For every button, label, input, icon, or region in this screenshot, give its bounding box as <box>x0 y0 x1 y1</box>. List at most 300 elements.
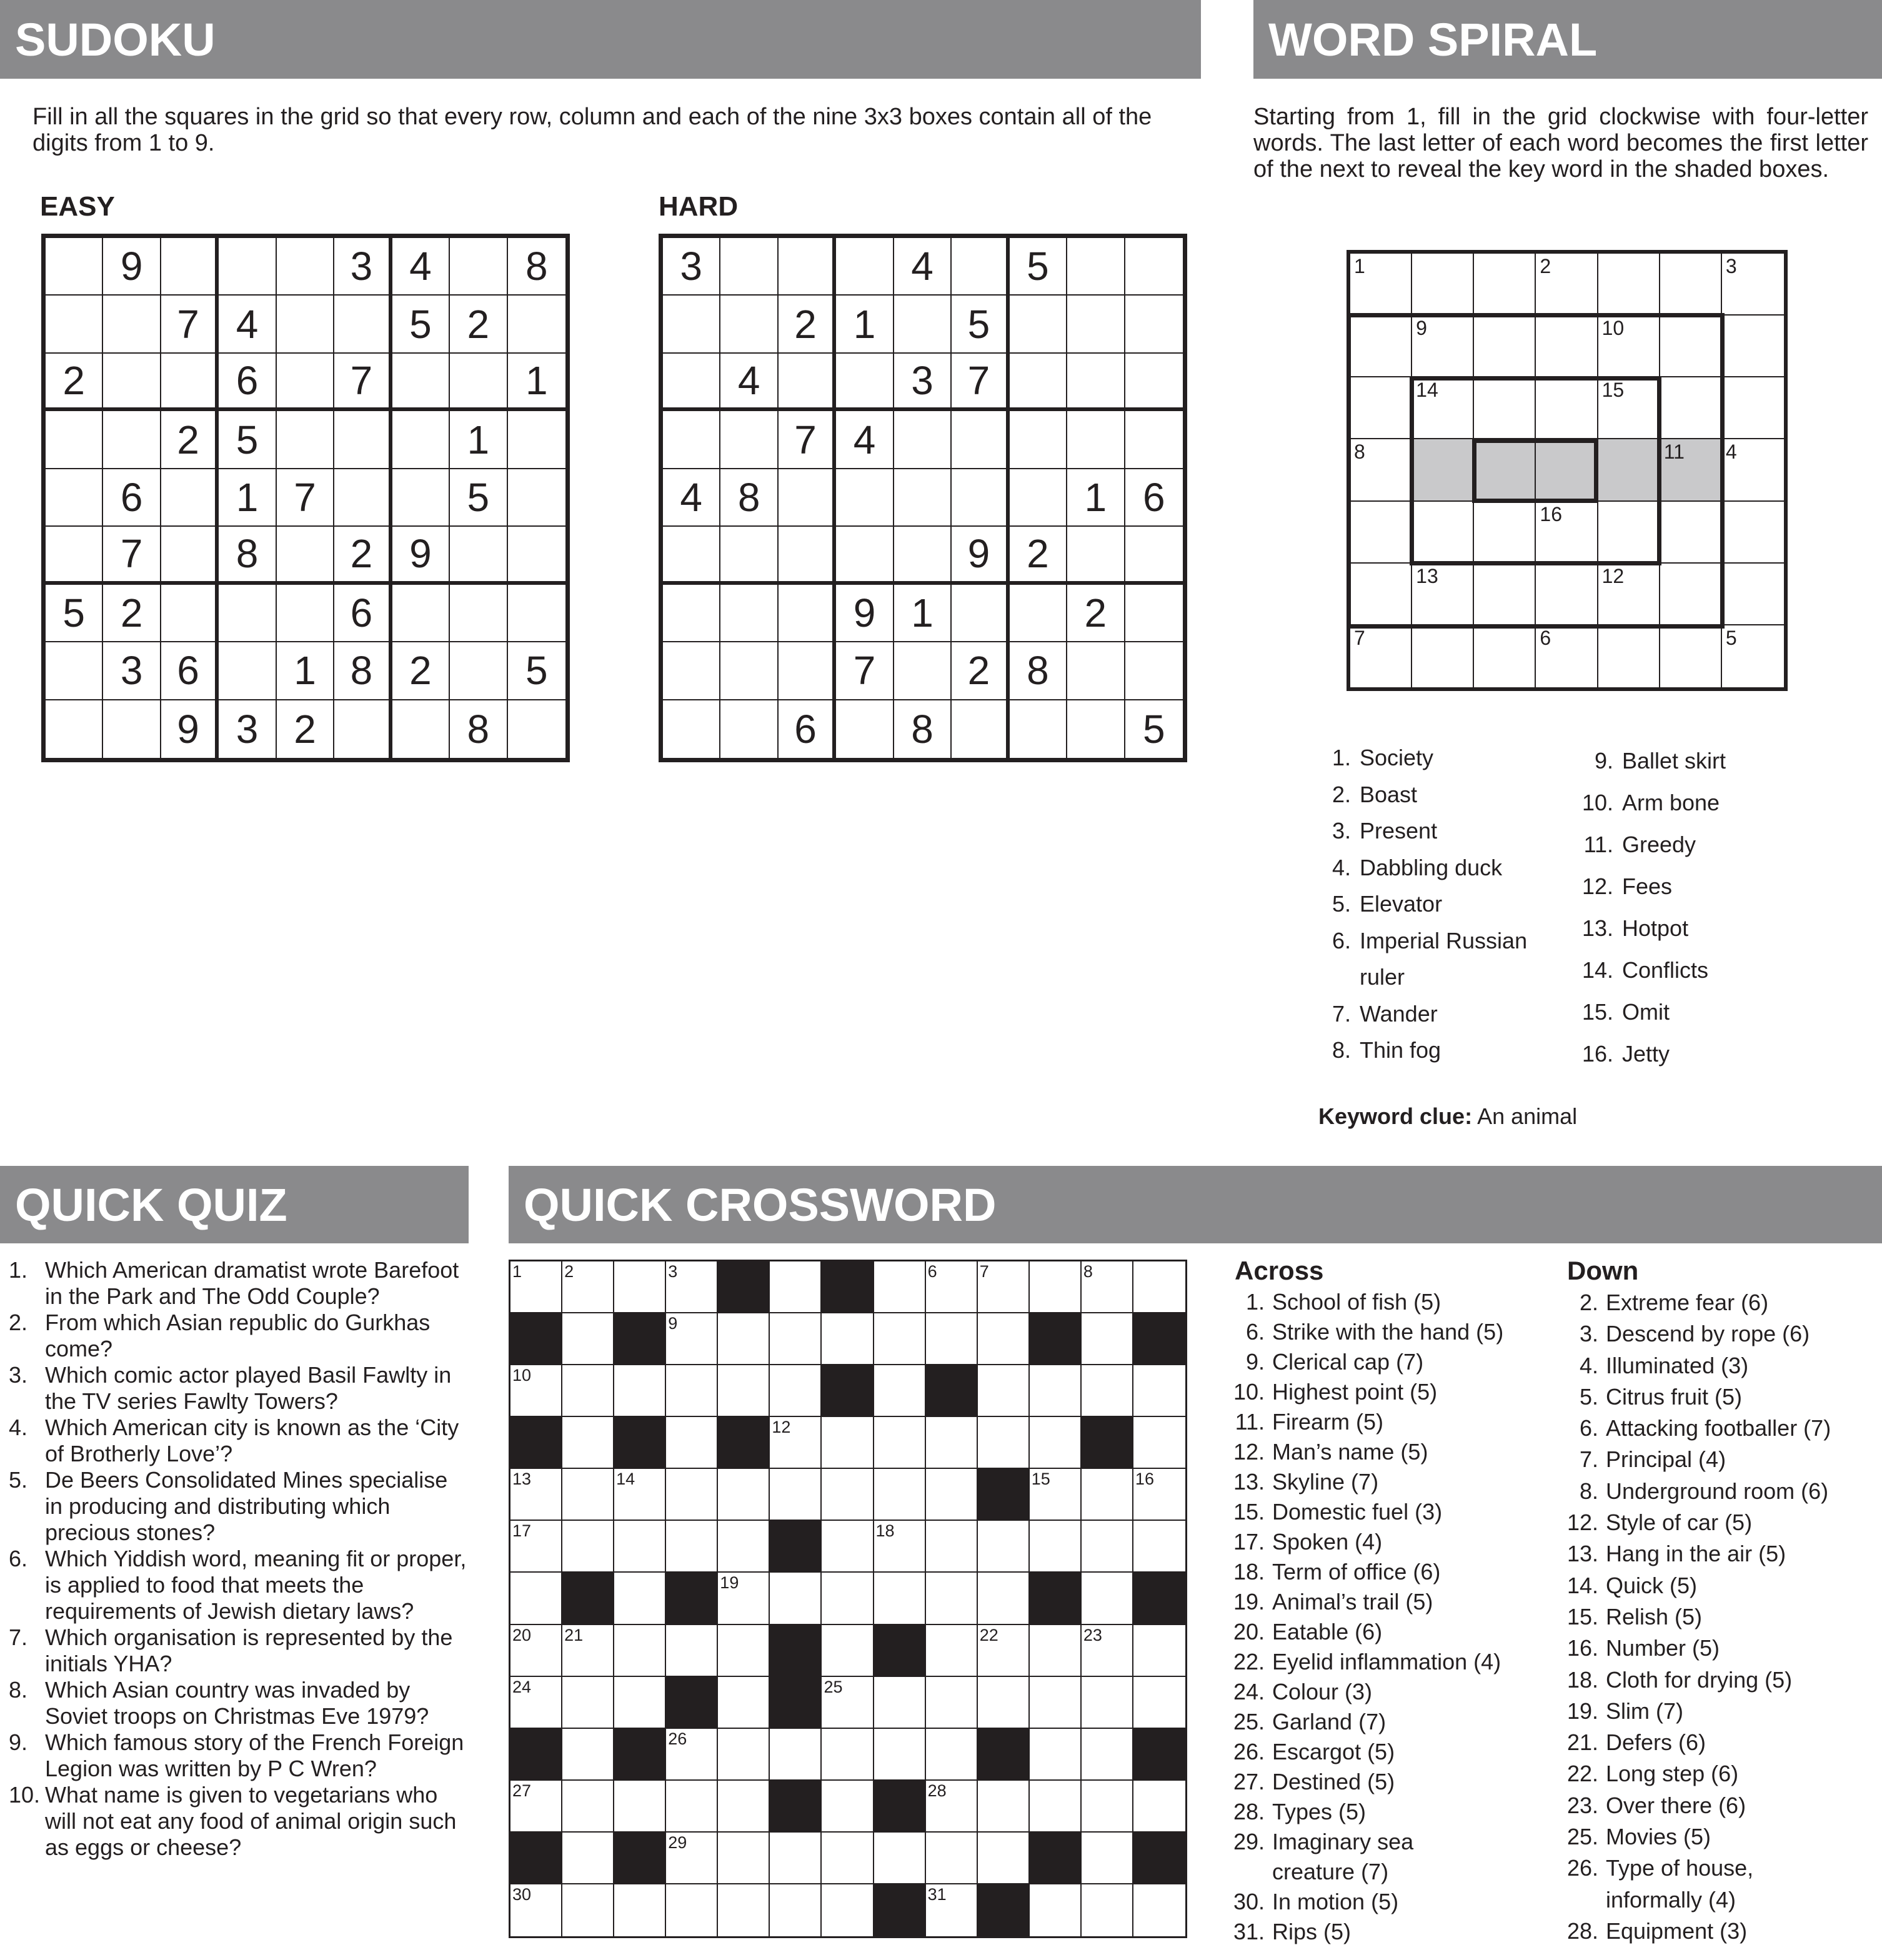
sudoku-cell[interactable]: 5 <box>219 411 276 469</box>
spiral-cell[interactable] <box>1536 502 1598 564</box>
sudoku-cell[interactable] <box>663 354 720 411</box>
spiral-cell[interactable] <box>1660 254 1722 316</box>
crossword-cell[interactable] <box>926 1573 978 1624</box>
crossword-cell[interactable] <box>1133 1261 1185 1313</box>
sudoku-cell[interactable]: 6 <box>219 354 276 411</box>
crossword-cell[interactable] <box>822 1677 874 1729</box>
sudoku-cell[interactable]: 2 <box>103 585 161 642</box>
spiral-cell[interactable] <box>1598 316 1660 377</box>
crossword-cell[interactable] <box>1133 1625 1185 1677</box>
crossword-cell[interactable] <box>822 1521 874 1573</box>
sudoku-cell[interactable]: 2 <box>1067 585 1125 642</box>
sudoku-cell[interactable]: 7 <box>836 642 894 700</box>
sudoku-cell[interactable]: 8 <box>219 527 276 584</box>
sudoku-cell[interactable] <box>779 354 836 411</box>
sudoku-cell[interactable] <box>103 411 161 469</box>
crossword-cell[interactable] <box>1133 1469 1185 1521</box>
sudoku-cell[interactable] <box>277 527 334 584</box>
sudoku-cell[interactable]: 8 <box>334 642 392 700</box>
crossword-cell[interactable] <box>978 1677 1030 1729</box>
spiral-cell[interactable] <box>1474 439 1536 501</box>
crossword-cell[interactable] <box>562 1884 614 1936</box>
sudoku-cell[interactable]: 5 <box>392 296 450 353</box>
crossword-cell[interactable] <box>666 1729 718 1781</box>
crossword-cell[interactable] <box>614 1521 666 1573</box>
sudoku-cell[interactable] <box>663 642 720 700</box>
crossword-cell[interactable] <box>822 1833 874 1884</box>
sudoku-cell[interactable] <box>894 527 952 584</box>
spiral-cell[interactable] <box>1474 316 1536 377</box>
crossword-cell[interactable] <box>666 1781 718 1833</box>
sudoku-cell[interactable] <box>508 411 565 469</box>
crossword-cell[interactable] <box>1082 1261 1133 1313</box>
crossword-cell[interactable] <box>1082 1521 1133 1573</box>
crossword-cell[interactable] <box>510 1677 562 1729</box>
sudoku-cell[interactable] <box>219 238 276 296</box>
sudoku-cell[interactable]: 3 <box>894 354 952 411</box>
crossword-cell[interactable] <box>718 1365 770 1417</box>
crossword-cell[interactable] <box>770 1729 822 1781</box>
spiral-cell[interactable] <box>1350 625 1412 687</box>
sudoku-cell[interactable]: 3 <box>219 700 276 758</box>
spiral-cell[interactable] <box>1474 564 1536 625</box>
sudoku-cell[interactable]: 9 <box>836 585 894 642</box>
sudoku-cell[interactable]: 4 <box>219 296 276 353</box>
sudoku-cell[interactable]: 7 <box>779 411 836 469</box>
crossword-cell[interactable] <box>874 1573 926 1624</box>
crossword-cell[interactable] <box>1082 1469 1133 1521</box>
sudoku-cell[interactable] <box>663 585 720 642</box>
sudoku-cell[interactable]: 2 <box>334 527 392 584</box>
crossword-cell[interactable] <box>510 1521 562 1573</box>
sudoku-cell[interactable] <box>1125 642 1183 700</box>
sudoku-cell[interactable] <box>161 354 219 411</box>
crossword-cell[interactable] <box>562 1313 614 1365</box>
sudoku-cell[interactable] <box>450 354 507 411</box>
spiral-cell[interactable] <box>1536 316 1598 377</box>
spiral-cell[interactable] <box>1412 316 1474 377</box>
sudoku-cell[interactable]: 8 <box>508 238 565 296</box>
sudoku-cell[interactable] <box>1010 411 1067 469</box>
crossword-cell[interactable] <box>1082 1365 1133 1417</box>
sudoku-cell[interactable] <box>46 469 103 527</box>
spiral-cell[interactable] <box>1536 625 1598 687</box>
sudoku-cell[interactable] <box>720 585 778 642</box>
sudoku-cell[interactable] <box>779 527 836 584</box>
sudoku-cell[interactable] <box>1067 238 1125 296</box>
sudoku-cell[interactable] <box>836 700 894 758</box>
crossword-cell[interactable] <box>874 1521 926 1573</box>
spiral-cell[interactable] <box>1412 502 1474 564</box>
sudoku-cell[interactable] <box>392 411 450 469</box>
sudoku-cell[interactable] <box>720 700 778 758</box>
sudoku-cell[interactable] <box>277 296 334 353</box>
crossword-cell[interactable] <box>978 1573 1030 1624</box>
crossword-cell[interactable] <box>770 1313 822 1365</box>
sudoku-cell[interactable] <box>277 238 334 296</box>
spiral-cell[interactable] <box>1660 439 1722 501</box>
sudoku-cell[interactable] <box>508 469 565 527</box>
spiral-cell[interactable] <box>1536 439 1598 501</box>
sudoku-cell[interactable]: 7 <box>103 527 161 584</box>
spiral-cell[interactable] <box>1412 564 1474 625</box>
crossword-cell[interactable] <box>666 1625 718 1677</box>
spiral-cell[interactable] <box>1722 502 1784 564</box>
sudoku-cell[interactable]: 2 <box>161 411 219 469</box>
spiral-cell[interactable] <box>1474 502 1536 564</box>
sudoku-cell[interactable] <box>277 585 334 642</box>
sudoku-cell[interactable]: 7 <box>277 469 334 527</box>
crossword-cell[interactable] <box>1082 1833 1133 1884</box>
crossword-cell[interactable] <box>562 1417 614 1469</box>
crossword-cell[interactable] <box>926 1625 978 1677</box>
sudoku-cell[interactable]: 7 <box>161 296 219 353</box>
spiral-cell[interactable] <box>1350 564 1412 625</box>
sudoku-cell[interactable] <box>277 411 334 469</box>
crossword-cell[interactable] <box>822 1729 874 1781</box>
sudoku-cell[interactable] <box>720 527 778 584</box>
sudoku-cell[interactable]: 6 <box>334 585 392 642</box>
sudoku-cell[interactable]: 2 <box>952 642 1009 700</box>
sudoku-cell[interactable] <box>836 469 894 527</box>
spiral-cell[interactable] <box>1722 377 1784 439</box>
spiral-cell[interactable] <box>1474 625 1536 687</box>
sudoku-cell[interactable]: 6 <box>779 700 836 758</box>
crossword-cell[interactable] <box>718 1677 770 1729</box>
spiral-cell[interactable] <box>1598 377 1660 439</box>
crossword-cell[interactable] <box>874 1313 926 1365</box>
sudoku-cell[interactable] <box>720 642 778 700</box>
crossword-cell[interactable] <box>562 1677 614 1729</box>
sudoku-cell[interactable]: 4 <box>663 469 720 527</box>
sudoku-cell[interactable] <box>836 354 894 411</box>
sudoku-cell[interactable] <box>894 411 952 469</box>
sudoku-cell[interactable] <box>46 296 103 353</box>
crossword-cell[interactable] <box>822 1573 874 1624</box>
sudoku-cell[interactable] <box>894 642 952 700</box>
crossword-cell[interactable] <box>562 1833 614 1884</box>
crossword-cell[interactable] <box>926 1677 978 1729</box>
sudoku-cell[interactable] <box>334 469 392 527</box>
spiral-cell[interactable] <box>1722 254 1784 316</box>
crossword-cell[interactable] <box>1133 1417 1185 1469</box>
spiral-cell[interactable] <box>1350 316 1412 377</box>
spiral-cell[interactable] <box>1598 439 1660 501</box>
crossword-cell[interactable] <box>614 1884 666 1936</box>
crossword-cell[interactable] <box>666 1261 718 1313</box>
sudoku-cell[interactable] <box>836 238 894 296</box>
sudoku-cell[interactable]: 2 <box>46 354 103 411</box>
crossword-cell[interactable] <box>978 1833 1030 1884</box>
crossword-cell[interactable] <box>978 1781 1030 1833</box>
crossword-cell[interactable] <box>1030 1625 1082 1677</box>
crossword-cell[interactable] <box>562 1625 614 1677</box>
crossword-cell[interactable] <box>978 1521 1030 1573</box>
sudoku-cell[interactable] <box>663 527 720 584</box>
sudoku-cell[interactable]: 5 <box>508 642 565 700</box>
spiral-cell[interactable] <box>1536 564 1598 625</box>
crossword-cell[interactable] <box>770 1884 822 1936</box>
sudoku-cell[interactable]: 9 <box>392 527 450 584</box>
spiral-cell[interactable] <box>1722 439 1784 501</box>
sudoku-cell[interactable]: 4 <box>836 411 894 469</box>
crossword-cell[interactable] <box>1030 1365 1082 1417</box>
sudoku-cell[interactable] <box>1067 527 1125 584</box>
sudoku-cell[interactable] <box>161 469 219 527</box>
sudoku-cell[interactable] <box>779 469 836 527</box>
sudoku-cell[interactable] <box>103 354 161 411</box>
sudoku-cell[interactable] <box>663 700 720 758</box>
sudoku-cell[interactable]: 5 <box>952 296 1009 353</box>
spiral-cell[interactable] <box>1660 377 1722 439</box>
spiral-cell[interactable] <box>1474 254 1536 316</box>
sudoku-cell[interactable] <box>1125 527 1183 584</box>
sudoku-cell[interactable]: 3 <box>334 238 392 296</box>
sudoku-cell[interactable] <box>779 585 836 642</box>
sudoku-cell[interactable] <box>779 238 836 296</box>
crossword-cell[interactable] <box>718 1729 770 1781</box>
crossword-cell[interactable] <box>978 1261 1030 1313</box>
crossword-cell[interactable] <box>562 1261 614 1313</box>
crossword-cell[interactable] <box>822 1417 874 1469</box>
sudoku-cell[interactable]: 9 <box>952 527 1009 584</box>
sudoku-cell[interactable]: 8 <box>720 469 778 527</box>
sudoku-cell[interactable] <box>1067 642 1125 700</box>
crossword-cell[interactable] <box>926 1781 978 1833</box>
crossword-cell[interactable] <box>926 1884 978 1936</box>
sudoku-cell[interactable] <box>894 296 952 353</box>
crossword-cell[interactable] <box>874 1833 926 1884</box>
spiral-cell[interactable] <box>1722 625 1784 687</box>
crossword-cell[interactable] <box>926 1261 978 1313</box>
spiral-cell[interactable] <box>1598 502 1660 564</box>
sudoku-cell[interactable] <box>1125 238 1183 296</box>
crossword-cell[interactable] <box>926 1469 978 1521</box>
crossword-cell[interactable] <box>1030 1677 1082 1729</box>
crossword-cell[interactable] <box>926 1417 978 1469</box>
spiral-cell[interactable] <box>1350 377 1412 439</box>
crossword-cell[interactable] <box>614 1365 666 1417</box>
crossword-cell[interactable] <box>1030 1261 1082 1313</box>
sudoku-cell[interactable]: 2 <box>450 296 507 353</box>
crossword-cell[interactable] <box>770 1469 822 1521</box>
crossword-cell[interactable] <box>770 1833 822 1884</box>
sudoku-cell[interactable] <box>1067 411 1125 469</box>
crossword-cell[interactable] <box>1030 1884 1082 1936</box>
sudoku-cell[interactable] <box>1125 296 1183 353</box>
crossword-cell[interactable] <box>822 1884 874 1936</box>
crossword-cell[interactable] <box>562 1469 614 1521</box>
crossword-cell[interactable] <box>1030 1729 1082 1781</box>
crossword-cell[interactable] <box>666 1365 718 1417</box>
sudoku-cell[interactable] <box>720 238 778 296</box>
sudoku-cell[interactable] <box>1125 411 1183 469</box>
sudoku-cell[interactable] <box>508 585 565 642</box>
crossword-cell[interactable] <box>874 1729 926 1781</box>
crossword-cell[interactable] <box>822 1313 874 1365</box>
crossword-cell[interactable] <box>510 1469 562 1521</box>
sudoku-cell[interactable]: 5 <box>450 469 507 527</box>
crossword-cell[interactable] <box>978 1625 1030 1677</box>
sudoku-cell[interactable]: 4 <box>720 354 778 411</box>
sudoku-cell[interactable]: 4 <box>392 238 450 296</box>
crossword-cell[interactable] <box>510 1625 562 1677</box>
crossword-cell[interactable] <box>1133 1781 1185 1833</box>
sudoku-cell[interactable] <box>952 469 1009 527</box>
sudoku-cell[interactable]: 3 <box>103 642 161 700</box>
crossword-cell[interactable] <box>1133 1884 1185 1936</box>
sudoku-cell[interactable]: 8 <box>894 700 952 758</box>
sudoku-cell[interactable] <box>836 527 894 584</box>
crossword-cell[interactable] <box>822 1625 874 1677</box>
crossword-cell[interactable] <box>926 1313 978 1365</box>
sudoku-cell[interactable]: 1 <box>508 354 565 411</box>
sudoku-cell[interactable] <box>450 527 507 584</box>
crossword-cell[interactable] <box>1133 1521 1185 1573</box>
sudoku-cell[interactable] <box>46 642 103 700</box>
sudoku-cell[interactable] <box>720 296 778 353</box>
sudoku-cell[interactable] <box>508 296 565 353</box>
sudoku-cell[interactable] <box>46 411 103 469</box>
spiral-cell[interactable] <box>1412 439 1474 501</box>
sudoku-cell[interactable]: 1 <box>277 642 334 700</box>
sudoku-cell[interactable]: 9 <box>161 700 219 758</box>
crossword-cell[interactable] <box>718 1469 770 1521</box>
sudoku-cell[interactable] <box>1067 354 1125 411</box>
sudoku-cell[interactable] <box>392 585 450 642</box>
sudoku-cell[interactable]: 6 <box>103 469 161 527</box>
sudoku-cell[interactable] <box>219 585 276 642</box>
sudoku-cell[interactable] <box>952 585 1009 642</box>
crossword-cell[interactable] <box>510 1884 562 1936</box>
spiral-cell[interactable] <box>1598 254 1660 316</box>
sudoku-cell[interactable]: 2 <box>392 642 450 700</box>
sudoku-cell[interactable] <box>663 411 720 469</box>
sudoku-cell[interactable] <box>720 411 778 469</box>
sudoku-cell[interactable] <box>952 700 1009 758</box>
sudoku-cell[interactable]: 1 <box>894 585 952 642</box>
crossword-cell[interactable] <box>718 1833 770 1884</box>
crossword-cell[interactable] <box>614 1781 666 1833</box>
sudoku-cell[interactable] <box>1010 700 1067 758</box>
crossword-cell[interactable] <box>1030 1417 1082 1469</box>
crossword-cell[interactable] <box>926 1521 978 1573</box>
crossword-cell[interactable] <box>718 1521 770 1573</box>
sudoku-cell[interactable] <box>161 585 219 642</box>
crossword-cell[interactable] <box>1133 1677 1185 1729</box>
spiral-cell[interactable] <box>1660 502 1722 564</box>
crossword-cell[interactable] <box>926 1833 978 1884</box>
sudoku-cell[interactable]: 3 <box>663 238 720 296</box>
sudoku-cell[interactable] <box>161 527 219 584</box>
crossword-cell[interactable] <box>770 1365 822 1417</box>
sudoku-cell[interactable] <box>508 527 565 584</box>
sudoku-cell[interactable]: 6 <box>161 642 219 700</box>
spiral-cell[interactable] <box>1598 564 1660 625</box>
sudoku-cell[interactable] <box>1125 585 1183 642</box>
sudoku-cell[interactable] <box>663 296 720 353</box>
crossword-cell[interactable] <box>614 1573 666 1624</box>
sudoku-cell[interactable]: 5 <box>1142 706 1165 752</box>
crossword-cell[interactable] <box>1030 1469 1082 1521</box>
crossword-cell[interactable] <box>874 1677 926 1729</box>
crossword-cell[interactable] <box>1082 1677 1133 1729</box>
spiral-cell[interactable] <box>1536 254 1598 316</box>
sudoku-cell[interactable] <box>1010 354 1067 411</box>
sudoku-cell[interactable] <box>952 238 1009 296</box>
spiral-cell[interactable] <box>1536 377 1598 439</box>
sudoku-cell[interactable] <box>334 700 392 758</box>
crossword-cell[interactable] <box>1030 1781 1082 1833</box>
spiral-cell[interactable] <box>1722 564 1784 625</box>
spiral-cell[interactable] <box>1412 625 1474 687</box>
sudoku-cell[interactable] <box>103 296 161 353</box>
crossword-cell[interactable] <box>718 1313 770 1365</box>
crossword-cell[interactable] <box>510 1781 562 1833</box>
crossword-cell[interactable] <box>718 1625 770 1677</box>
sudoku-cell[interactable]: 9 <box>103 238 161 296</box>
crossword-cell[interactable] <box>666 1884 718 1936</box>
crossword-cell[interactable] <box>1082 1573 1133 1624</box>
spiral-cell[interactable] <box>1350 502 1412 564</box>
sudoku-cell[interactable] <box>46 527 103 584</box>
sudoku-cell[interactable]: 5 <box>46 585 103 642</box>
spiral-cell[interactable] <box>1474 377 1536 439</box>
sudoku-cell[interactable]: 8 <box>1010 642 1067 700</box>
sudoku-cell[interactable] <box>450 642 507 700</box>
sudoku-cell[interactable] <box>450 585 507 642</box>
sudoku-cell[interactable] <box>1010 469 1067 527</box>
crossword-cell[interactable] <box>666 1833 718 1884</box>
sudoku-cell[interactable] <box>392 354 450 411</box>
sudoku-cell[interactable] <box>508 700 565 758</box>
spiral-cell[interactable] <box>1412 254 1474 316</box>
spiral-cell[interactable] <box>1598 625 1660 687</box>
crossword-cell[interactable] <box>666 1521 718 1573</box>
sudoku-cell[interactable] <box>1010 585 1067 642</box>
sudoku-cell[interactable]: 1 <box>1067 469 1125 527</box>
sudoku-cell[interactable] <box>161 238 219 296</box>
crossword-cell[interactable] <box>978 1313 1030 1365</box>
spiral-cell[interactable] <box>1660 625 1722 687</box>
sudoku-cell[interactable] <box>779 642 836 700</box>
sudoku-cell[interactable]: 2 <box>1010 527 1067 584</box>
crossword-cell[interactable] <box>718 1781 770 1833</box>
crossword-cell[interactable] <box>770 1573 822 1624</box>
sudoku-cell[interactable]: 7 <box>952 354 1009 411</box>
sudoku-cell[interactable]: 6 <box>1125 469 1183 527</box>
crossword-cell[interactable] <box>666 1313 718 1365</box>
sudoku-cell[interactable]: 1 <box>219 469 276 527</box>
sudoku-cell[interactable]: 2 <box>277 700 334 758</box>
sudoku-cell[interactable]: 4 <box>894 238 952 296</box>
crossword-cell[interactable] <box>1082 1781 1133 1833</box>
sudoku-cell[interactable] <box>894 469 952 527</box>
spiral-cell[interactable] <box>1350 439 1412 501</box>
crossword-cell[interactable] <box>614 1261 666 1313</box>
sudoku-cell[interactable]: 8 <box>450 700 507 758</box>
sudoku-cell[interactable]: 1 <box>450 411 507 469</box>
spiral-cell[interactable] <box>1350 254 1412 316</box>
sudoku-cell[interactable] <box>392 700 450 758</box>
sudoku-cell[interactable]: 7 <box>334 354 392 411</box>
sudoku-cell[interactable] <box>1125 354 1183 411</box>
spiral-cell[interactable] <box>1660 564 1722 625</box>
sudoku-cell[interactable] <box>277 354 334 411</box>
crossword-cell[interactable] <box>978 1365 1030 1417</box>
sudoku-cell[interactable] <box>334 411 392 469</box>
sudoku-cell[interactable] <box>952 411 1009 469</box>
